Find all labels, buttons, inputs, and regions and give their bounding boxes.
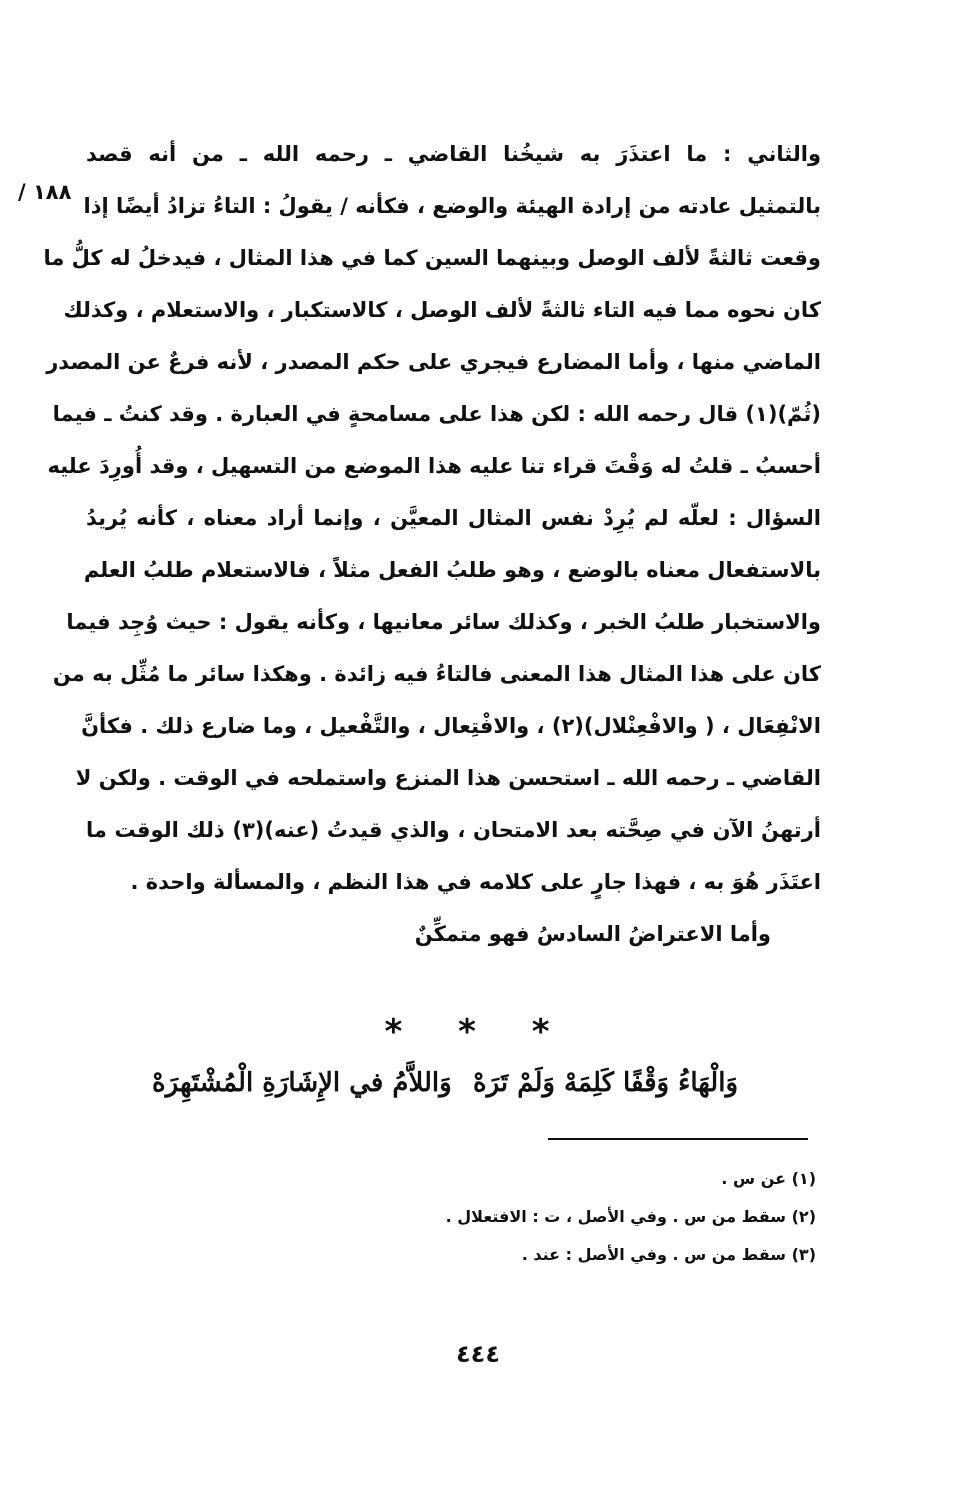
verse-hemistich-right: وَالْهَاءُ وَقْفًا كَلِمَهْ وَلَمْ تَرَهْ: [472, 1068, 738, 1098]
page-number: ٤٤٤: [456, 1340, 500, 1368]
text-line-2: بالتمثيل عادته من إرادة الهيئة والوضع ، فكأنه / يقولُ : التاءُ تزادُ أيضًا إذا: [83, 194, 821, 218]
text-line-7: أحسبُ ـ قلتُ له وَقْتَ قراء تنا عليه هذا الموضع من التسهيل ، وقد أُورِدَ عليه: [47, 454, 821, 478]
footnote-1: (١) عن س .: [721, 1169, 816, 1188]
text-line-3: وقعت ثالثةً لألف الوصل وبينهما السين كما في هذا المثال ، فيدخلُ له كلُّ ما: [43, 246, 821, 270]
footnote-3: (٣) سقط من س . وفي الأصل : عند .: [521, 1245, 816, 1264]
text-line-12: الانْفِعَال ، ( والافْعِنْلال)(٢) ، والافْتِعال ، والتَّفْعيل ، وما ضارع ذلك . فكأنَّ: [81, 714, 821, 738]
text-line-4: كان نحوه مما فيه التاء ثالثةً لألف الوصل ، كالاستكبار ، والاستعلام ، وكذلك: [63, 298, 821, 322]
section-separator: * * *: [384, 1012, 572, 1052]
text-line-8: السؤال : لعلّه لم يُرِدْ نفس المثال المعيَّن ، وإنما أراد معناه ، كأنه يُريدُ: [86, 506, 821, 530]
text-line-9: بالاستفعال معناه بالوضع ، وهو طلبُ الفعل مثلاً ، فالاستعلام طلبُ العلم: [83, 558, 821, 582]
footnote-2: (٢) سقط من س . وفي الأصل ، ت : الافتعلال .: [445, 1207, 816, 1226]
text-line-6: (ثُمّ)(١) قال رحمه الله : لكن هذا على مسامحةٍ في العبارة . وقد كنتُ ـ فيما: [52, 402, 821, 426]
text-line-16: وأما الاعتراضُ السادسُ فهو متمكِّنٌ: [414, 922, 771, 946]
text-line-5: الماضي منها ، وأما المضارع فيجري على حكم المصدر ، لأنه فرعٌ عن المصدر: [46, 350, 821, 374]
footnotes: [316, 1160, 816, 1274]
text-line-10: والاستخبار طلبُ الخبر ، وكذلك سائر معانيها ، وكأنه يقول : حيث وُجِد فيما: [66, 610, 821, 634]
text-line-15: اعتَذَر هُوَ به ، فهذا جارٍ على كلامه في هذا النظم ، والمسألة واحدة .: [130, 870, 821, 894]
text-line-1: والثاني : ما اعتذَرَ به شيخُنا القاضي ـ رحمه الله ـ من أنه قصد: [86, 142, 821, 166]
text-line-11: كان على هذا المثال هذا المعنى فالتاءُ فيه زائدة . وهكذا سائر ما مُثِّل به من: [52, 662, 821, 686]
footnote-divider: [548, 1138, 808, 1140]
verse-hemistich-left: وَاللاَّمُ في الإِشَارَةِ الْمُشْتَهِرَهْ: [152, 1068, 452, 1098]
text-line-14: أرتهنُ الآن في صِحَّته بعد الامتحان ، والذي قيدتُ (عنه)(٣) ذلك الوقت ما: [86, 818, 821, 842]
text-line-13: القاضي ـ رحمه الله ـ استحسن هذا المنزع واستملحه في الوقت . ولكن لا: [75, 766, 821, 790]
manuscript-folio-marker: ١٨٨ /: [18, 180, 72, 204]
